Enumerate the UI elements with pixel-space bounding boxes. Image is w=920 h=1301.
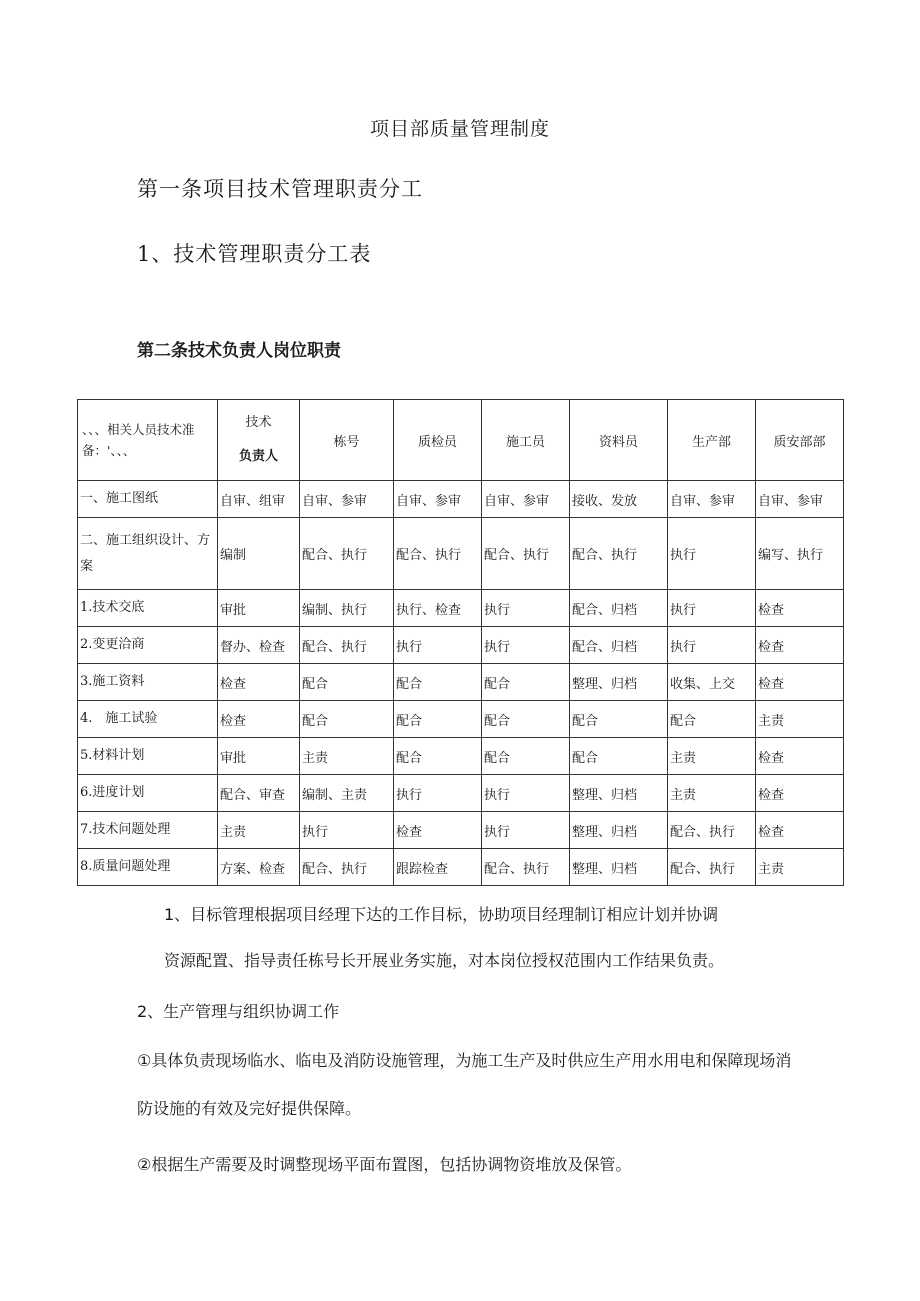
table-cell: 审批	[218, 738, 300, 775]
document-title: 项目部质量管理制度	[369, 118, 550, 140]
table-cell: 配合	[482, 701, 570, 738]
table-cell: 整理、归档	[570, 849, 668, 886]
paragraph: ②根据生产需要及时调整现场平面布置图，包括协调物资堆放及保管。	[137, 1155, 632, 1174]
table-cell: 主责	[756, 849, 844, 886]
table-row-label: 5.材料计划	[78, 738, 218, 775]
section-2-heading: 第二条技术负责人岗位职责	[137, 341, 341, 361]
table-cell: 配合、执行	[394, 518, 482, 590]
table-cell: 执行	[300, 812, 394, 849]
table-cell: 编写、执行	[756, 518, 844, 590]
table-corner-label: 、、、相关人员技术准备：'、、、	[78, 400, 218, 481]
table-cell: 接收、发放	[570, 481, 668, 518]
paragraph: 2、生产管理与组织协调工作	[137, 1002, 340, 1021]
table-cell: 自审、参审	[668, 481, 756, 518]
table-row	[78, 775, 844, 812]
table-row	[78, 738, 844, 775]
table-row-label: 1.技术交底	[78, 590, 218, 627]
table-row	[78, 518, 844, 590]
table-cell: 配合	[482, 664, 570, 701]
table-cell: 配合、审查	[218, 775, 300, 812]
column-header-tech-lead-top: 技术	[245, 415, 272, 430]
table-row-label: 8.质量问题处理	[78, 849, 218, 886]
table-cell: 执行	[482, 812, 570, 849]
table-cell: 主责	[668, 775, 756, 812]
table-cell: 配合	[300, 664, 394, 701]
table-cell: 配合	[668, 701, 756, 738]
table-cell: 执行	[482, 590, 570, 627]
table-cell: 执行	[668, 590, 756, 627]
table-row-label: 4. 施工试验	[78, 701, 218, 738]
table-cell: 审批	[218, 590, 300, 627]
table-cell: 执行	[668, 518, 756, 590]
paragraph: 防设施的有效及完好提供保障。	[137, 1099, 362, 1118]
table-row	[78, 627, 844, 664]
table-cell: 配合、执行	[300, 849, 394, 886]
table-cell: 配合、执行	[668, 849, 756, 886]
section-1-heading: 第一条项目技术管理职责分工	[137, 177, 423, 201]
table-cell: 检查	[756, 664, 844, 701]
table-row-label: 3.施工资料	[78, 664, 218, 701]
table-cell: 配合、执行	[482, 518, 570, 590]
table-cell: 自审、参审	[482, 481, 570, 518]
table-row-label: 7.技术问题处理	[78, 812, 218, 849]
table-cell: 检查	[756, 627, 844, 664]
table-cell: 检查	[218, 701, 300, 738]
table-row-label: 6.进度计划	[78, 775, 218, 812]
table-cell: 配合	[394, 701, 482, 738]
table-cell: 执行	[482, 627, 570, 664]
table-cell: 自审、参审	[756, 481, 844, 518]
column-header-tech-lead	[218, 400, 300, 481]
table-cell: 方案、检查	[218, 849, 300, 886]
table-row	[78, 481, 844, 518]
table-row	[78, 849, 844, 886]
table-cell: 执行、检查	[394, 590, 482, 627]
table-row	[78, 812, 844, 849]
column-header: 生产部	[668, 400, 756, 481]
table-cell: 收集、上交	[668, 664, 756, 701]
table-row-label: 2.变更洽商	[78, 627, 218, 664]
table-row-label: 二、施工组织设计、方案	[78, 518, 218, 590]
column-header: 栋号	[300, 400, 394, 481]
table-cell: 检查	[394, 812, 482, 849]
table-cell: 自审、参审	[300, 481, 394, 518]
column-header: 质安部部	[756, 400, 844, 481]
responsibility-table	[77, 399, 844, 886]
table-cell: 检查	[756, 590, 844, 627]
paragraph: 1、目标管理根据项目经理下达的工作目标，协助项目经理制订相应计划并协调	[164, 905, 719, 924]
paragraph: ①具体负责现场临水、临电及消防设施管理，为施工生产及时供应生产用水用电和保障现场消	[137, 1051, 792, 1070]
table-row	[78, 590, 844, 627]
table-cell: 整理、归档	[570, 664, 668, 701]
table-cell: 配合、归档	[570, 627, 668, 664]
table-cell: 跟踪检查	[394, 849, 482, 886]
table-cell: 主责	[300, 738, 394, 775]
paragraph: 资源配置、指导责任栋号长开展业务实施，对本岗位授权范围内工作结果负责。	[164, 951, 725, 970]
table-cell: 自审、组审	[218, 481, 300, 518]
column-header-tech-lead-bottom: 负责人	[238, 449, 278, 464]
table-cell: 主责	[668, 738, 756, 775]
table-row-label: 一、施工图纸	[78, 481, 218, 518]
table-cell: 执行	[394, 627, 482, 664]
column-header: 施工员	[482, 400, 570, 481]
table-cell: 配合	[482, 738, 570, 775]
table-cell: 配合	[300, 701, 394, 738]
table-cell: 主责	[218, 812, 300, 849]
table-cell: 执行	[668, 627, 756, 664]
table-cell: 检查	[756, 775, 844, 812]
table-cell: 编制、主责	[300, 775, 394, 812]
table-cell: 配合、归档	[570, 590, 668, 627]
table-cell: 配合、执行	[300, 627, 394, 664]
table-cell: 配合、执行	[300, 518, 394, 590]
table-cell: 检查	[218, 664, 300, 701]
table-cell: 执行	[394, 775, 482, 812]
table-cell: 检查	[756, 738, 844, 775]
table-cell: 配合、执行	[668, 812, 756, 849]
table-cell: 配合、执行	[570, 518, 668, 590]
table-row	[78, 664, 844, 701]
table-cell: 编制	[218, 518, 300, 590]
table-cell: 自审、参审	[394, 481, 482, 518]
column-header: 质检员	[394, 400, 482, 481]
table-header-row	[78, 400, 844, 481]
table-row	[78, 701, 844, 738]
table-cell: 配合、执行	[482, 849, 570, 886]
table-cell: 配合	[394, 664, 482, 701]
table-cell: 执行	[482, 775, 570, 812]
table-cell: 督办、检查	[218, 627, 300, 664]
table-cell: 整理、归档	[570, 775, 668, 812]
table-cell: 配合	[570, 738, 668, 775]
table-cell: 配合	[570, 701, 668, 738]
table-cell: 主责	[756, 701, 844, 738]
table-cell: 配合	[394, 738, 482, 775]
table-cell: 整理、归档	[570, 812, 668, 849]
table-cell: 编制、执行	[300, 590, 394, 627]
column-header: 资料员	[570, 400, 668, 481]
table-cell: 检查	[756, 812, 844, 849]
subsection-1-heading: 1、技术管理职责分工表	[137, 242, 372, 266]
